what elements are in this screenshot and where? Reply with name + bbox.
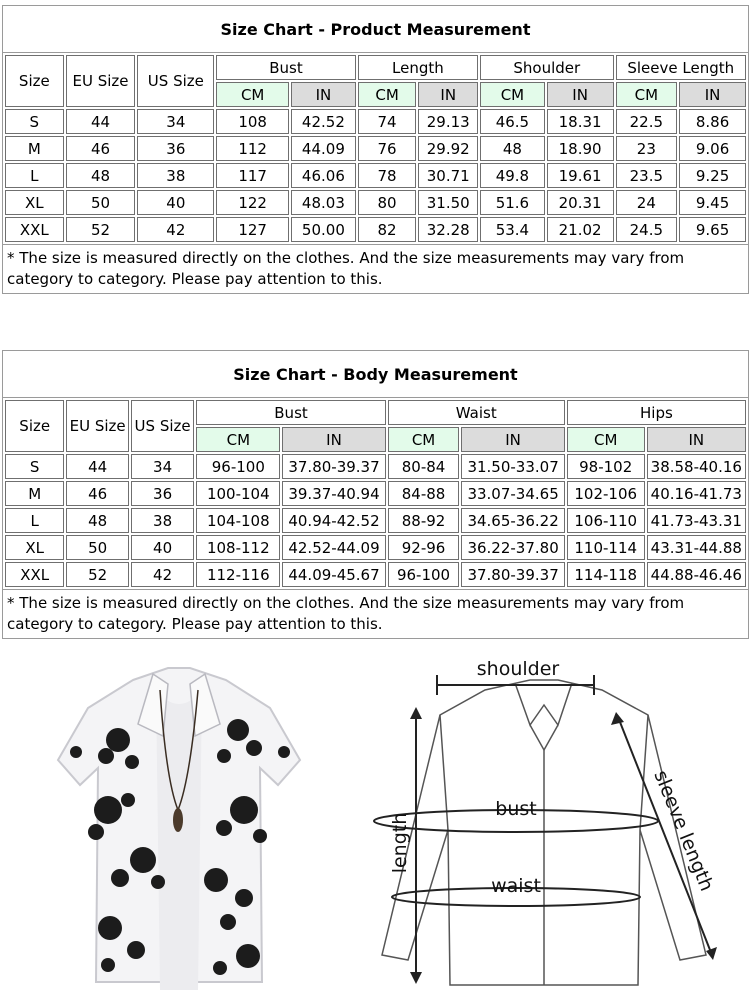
value-cell: 8.86	[679, 109, 746, 134]
value-cell: 32.28	[418, 217, 478, 242]
value-cell: 96-100	[388, 562, 460, 587]
table-row	[5, 562, 746, 587]
unit-in: IN	[647, 427, 746, 452]
value-cell: 44	[66, 109, 136, 134]
table-row	[5, 136, 746, 161]
value-cell: 117	[216, 163, 289, 188]
value-cell: 34.65-36.22	[461, 508, 564, 533]
value-cell: 18.31	[547, 109, 614, 134]
header-hips: Hips	[567, 400, 746, 425]
value-cell: 34	[137, 109, 214, 134]
value-cell: 29.92	[418, 136, 478, 161]
value-cell: 78	[358, 163, 417, 188]
table-row	[5, 109, 746, 134]
value-cell: 46.5	[480, 109, 545, 134]
value-cell: 104-108	[196, 508, 280, 533]
size-cell: M	[5, 136, 64, 161]
unit-cm: CM	[216, 82, 289, 107]
value-cell: 24.5	[616, 217, 678, 242]
value-cell: 20.31	[547, 190, 614, 215]
size-cell: XL	[5, 190, 64, 215]
header-length: Length	[358, 55, 478, 80]
header-sleeve-length: Sleeve Length	[616, 55, 747, 80]
value-cell: 108	[216, 109, 289, 134]
value-cell: 36	[137, 136, 214, 161]
header-shoulder: Shoulder	[480, 55, 613, 80]
shirt-photo	[48, 660, 310, 990]
value-cell: 21.02	[547, 217, 614, 242]
value-cell: 9.06	[679, 136, 746, 161]
value-cell: 46.06	[291, 163, 356, 188]
table-row	[5, 535, 746, 560]
unit-in: IN	[291, 82, 356, 107]
header-waist: Waist	[388, 400, 565, 425]
unit-in: IN	[547, 82, 614, 107]
header-size: Size	[5, 400, 64, 452]
value-cell: 44.09-45.67	[282, 562, 385, 587]
value-cell: 9.25	[679, 163, 746, 188]
unit-in: IN	[418, 82, 478, 107]
value-cell: 18.90	[547, 136, 614, 161]
value-cell: 106-110	[567, 508, 645, 533]
value-cell: 40.94-42.52	[282, 508, 385, 533]
value-cell: 52	[66, 217, 136, 242]
value-cell: 42	[131, 562, 194, 587]
value-cell: 19.61	[547, 163, 614, 188]
value-cell: 24	[616, 190, 678, 215]
size-cell: XXL	[5, 217, 64, 242]
value-cell: 31.50-33.07	[461, 454, 564, 479]
value-cell: 108-112	[196, 535, 280, 560]
unit-in: IN	[679, 82, 746, 107]
body-table-body	[5, 454, 746, 587]
size-cell: XXL	[5, 562, 64, 587]
value-cell: 50	[66, 190, 136, 215]
value-cell: 34	[131, 454, 194, 479]
table-row	[5, 217, 746, 242]
value-cell: 33.07-34.65	[461, 481, 564, 506]
value-cell: 37.80-39.37	[282, 454, 385, 479]
length-label: length	[389, 812, 411, 874]
value-cell: 88-92	[388, 508, 460, 533]
value-cell: 38	[137, 163, 214, 188]
value-cell: 127	[216, 217, 289, 242]
value-cell: 46	[66, 136, 136, 161]
bust-label: bust	[495, 798, 537, 820]
header-bust: Bust	[216, 55, 356, 80]
unit-cm: CM	[196, 427, 280, 452]
value-cell: 40	[131, 535, 194, 560]
unit-cm: CM	[616, 82, 678, 107]
value-cell: 53.4	[480, 217, 545, 242]
value-cell: 114-118	[567, 562, 645, 587]
size-cell: L	[5, 163, 64, 188]
unit-in: IN	[461, 427, 564, 452]
value-cell: 51.6	[480, 190, 545, 215]
body-chart-note: * The size is measured directly on the clothes. And the size measurements may vary from category to category. Please pay attention to this.	[3, 589, 748, 638]
measurement-diagram	[340, 655, 745, 995]
value-cell: 42.52-44.09	[282, 535, 385, 560]
size-cell: S	[5, 109, 64, 134]
unit-in: IN	[282, 427, 385, 452]
value-cell: 38	[131, 508, 194, 533]
value-cell: 23.5	[616, 163, 678, 188]
value-cell: 48	[66, 163, 136, 188]
product-chart-note: * The size is measured directly on the clothes. And the size measurements may vary from category to category. Please pay attention to this.	[3, 244, 748, 293]
value-cell: 31.50	[418, 190, 478, 215]
value-cell: 42	[137, 217, 214, 242]
product-table-body	[5, 109, 746, 242]
value-cell: 80	[358, 190, 417, 215]
body-size-table	[3, 398, 748, 589]
table-row	[5, 481, 746, 506]
value-cell: 92-96	[388, 535, 460, 560]
table-row	[5, 190, 746, 215]
unit-cm: CM	[358, 82, 417, 107]
product-size-chart	[2, 5, 749, 294]
value-cell: 96-100	[196, 454, 280, 479]
value-cell: 84-88	[388, 481, 460, 506]
value-cell: 44	[66, 454, 128, 479]
table-header-row	[5, 400, 746, 425]
value-cell: 52	[66, 562, 128, 587]
value-cell: 112-116	[196, 562, 280, 587]
table-row	[5, 454, 746, 479]
unit-cm: CM	[388, 427, 460, 452]
value-cell: 22.5	[616, 109, 678, 134]
value-cell: 80-84	[388, 454, 460, 479]
body-size-chart	[2, 350, 749, 639]
value-cell: 50.00	[291, 217, 356, 242]
header-us-size: US Size	[137, 55, 214, 107]
value-cell: 46	[66, 481, 128, 506]
value-cell: 23	[616, 136, 678, 161]
body-chart-title: Size Chart - Body Measurement	[3, 351, 748, 398]
header-us-size: US Size	[131, 400, 194, 452]
size-cell: XL	[5, 535, 64, 560]
waist-label: waist	[491, 875, 541, 897]
value-cell: 76	[358, 136, 417, 161]
value-cell: 100-104	[196, 481, 280, 506]
value-cell: 29.13	[418, 109, 478, 134]
header-eu-size: EU Size	[66, 55, 136, 107]
header-eu-size: EU Size	[66, 400, 128, 452]
value-cell: 122	[216, 190, 289, 215]
value-cell: 98-102	[567, 454, 645, 479]
value-cell: 36	[131, 481, 194, 506]
shoulder-label: shoulder	[476, 658, 560, 680]
value-cell: 48	[66, 508, 128, 533]
value-cell: 110-114	[567, 535, 645, 560]
size-cell: L	[5, 508, 64, 533]
value-cell: 9.65	[679, 217, 746, 242]
value-cell: 39.37-40.94	[282, 481, 385, 506]
value-cell: 42.52	[291, 109, 356, 134]
value-cell: 37.80-39.37	[461, 562, 564, 587]
value-cell: 112	[216, 136, 289, 161]
size-cell: S	[5, 454, 64, 479]
value-cell: 49.8	[480, 163, 545, 188]
value-cell: 74	[358, 109, 417, 134]
unit-cm: CM	[480, 82, 545, 107]
header-size: Size	[5, 55, 64, 107]
value-cell: 41.73-43.31	[647, 508, 746, 533]
value-cell: 48.03	[291, 190, 356, 215]
value-cell: 50	[66, 535, 128, 560]
unit-cm: CM	[567, 427, 645, 452]
table-row	[5, 508, 746, 533]
value-cell: 38.58-40.16	[647, 454, 746, 479]
value-cell: 40.16-41.73	[647, 481, 746, 506]
sleeve-length-label: sleeve length	[649, 767, 718, 895]
value-cell: 82	[358, 217, 417, 242]
value-cell: 43.31-44.88	[647, 535, 746, 560]
value-cell: 40	[137, 190, 214, 215]
product-chart-title: Size Chart - Product Measurement	[3, 6, 748, 53]
value-cell: 102-106	[567, 481, 645, 506]
value-cell: 44.88-46.46	[647, 562, 746, 587]
value-cell: 44.09	[291, 136, 356, 161]
value-cell: 48	[480, 136, 545, 161]
value-cell: 30.71	[418, 163, 478, 188]
table-row	[5, 163, 746, 188]
value-cell: 36.22-37.80	[461, 535, 564, 560]
value-cell: 9.45	[679, 190, 746, 215]
header-bust: Bust	[196, 400, 385, 425]
table-header-row	[5, 55, 746, 80]
product-size-table	[3, 53, 748, 244]
size-cell: M	[5, 481, 64, 506]
